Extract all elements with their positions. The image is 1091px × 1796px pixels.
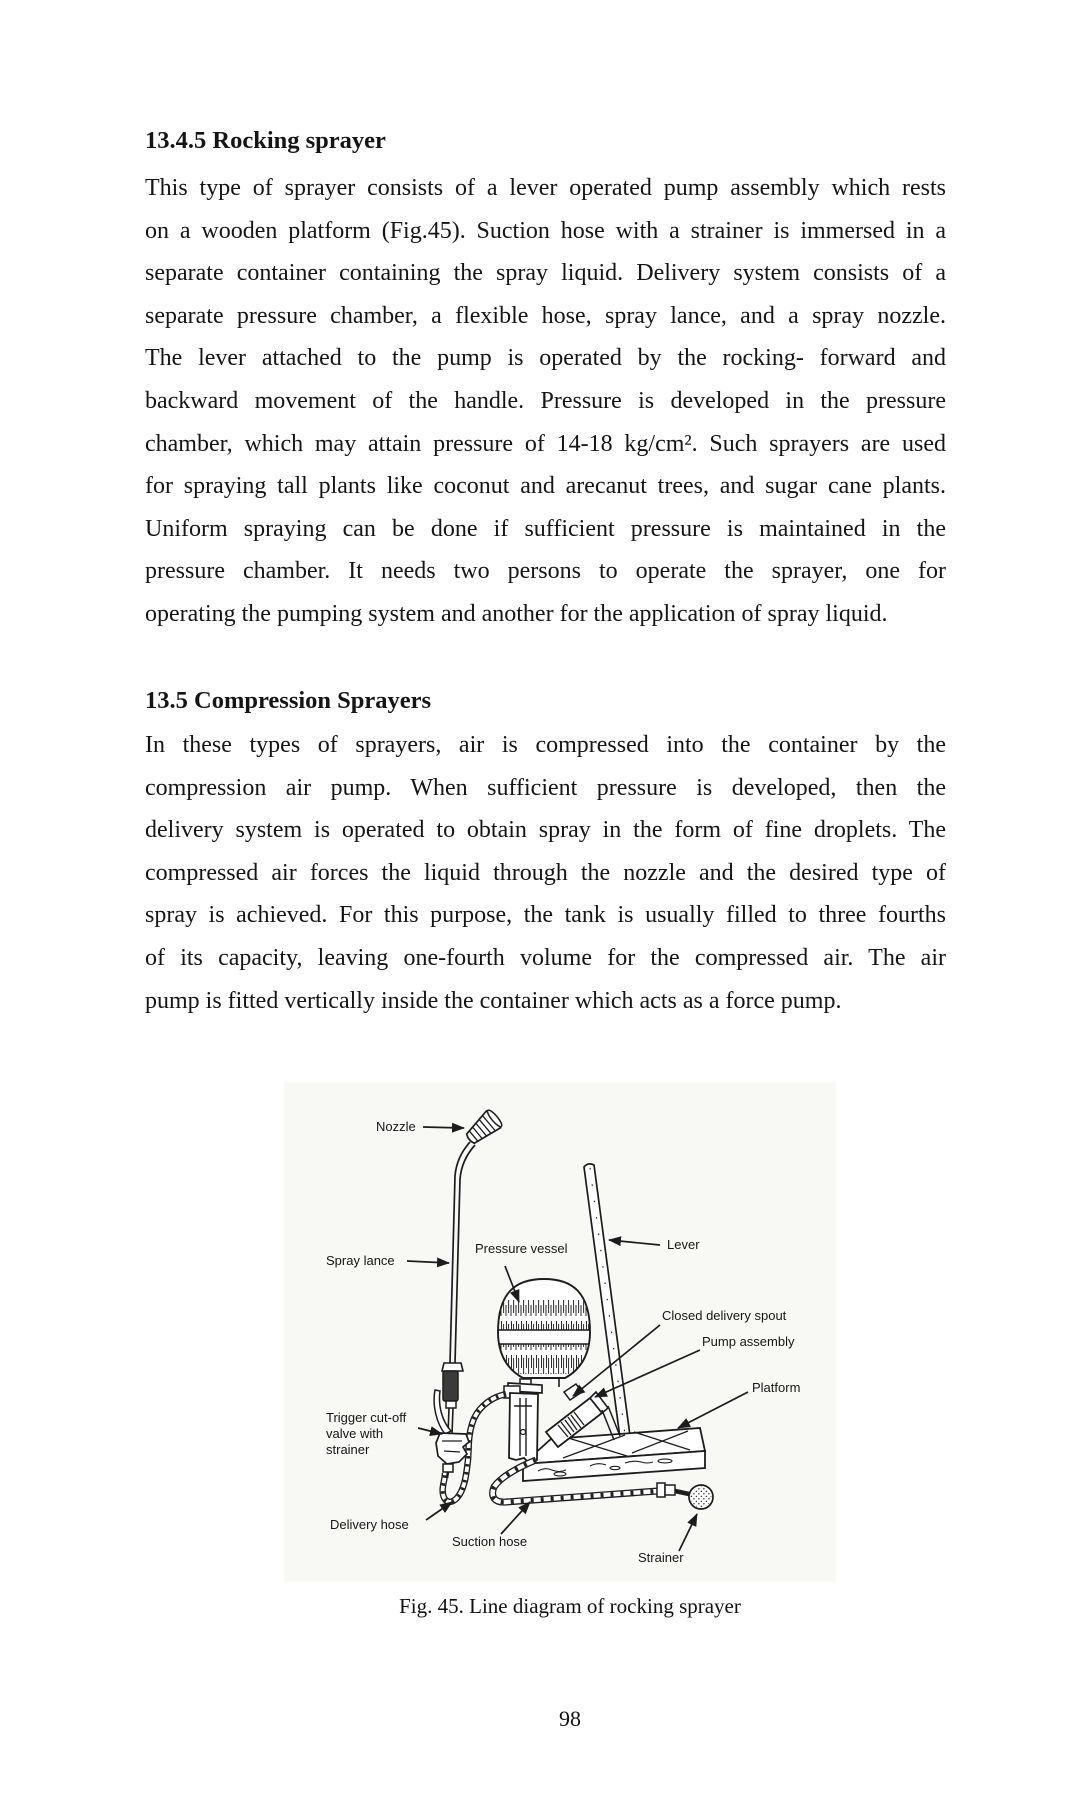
text-line: The lever attached to the pump is operated by the rocking- forward and (145, 345, 946, 372)
paragraph-compression-sprayers (145, 724, 946, 1022)
text-line: compressed air forces the liquid through the nozzle and the desired type of (145, 859, 946, 886)
section-rocking-sprayer (145, 124, 946, 158)
text-line: Uniform spraying can be done if sufficient pressure is maintained in the (145, 515, 946, 542)
strainer-drawing (689, 1485, 713, 1509)
text-line: This type of sprayer consists of a lever operated pump assembly which rests (145, 175, 946, 201)
page-number: 98 (559, 1706, 581, 1731)
section-compression-sprayers (145, 684, 946, 718)
text-line: of its capacity, leaving one-fourth volume for the compressed air. The air (145, 944, 946, 971)
figure-rocking-sprayer-diagram (280, 1080, 840, 1600)
label-platform: Platform (752, 1380, 801, 1395)
label-strainer: Strainer (638, 1550, 684, 1565)
text-line: pump is fitted vertically inside the container which acts as a force pump. (145, 987, 842, 1014)
text-line: backward movement of the handle. Pressure is developed in the pressure (145, 387, 946, 414)
section-heading: 13.4.5 Rocking sprayer (145, 127, 386, 154)
text-line: compression air pump. When sufficient pressure is developed, then the (145, 774, 946, 801)
label-trigger-valve-line2: valve with (326, 1426, 384, 1441)
line-diagram (280, 1080, 840, 1600)
text-line: pressure chamber. It needs two persons to operate the sprayer, one for (145, 558, 946, 585)
label-lever: Lever (667, 1237, 700, 1252)
paragraph-rocking-sprayer (145, 167, 946, 636)
text-line: In these types of sprayers, air is compressed into the container by the (145, 732, 946, 758)
text-line: chamber, which may attain pressure of 14-18 kg/cm². Such sprayers are used (145, 430, 946, 457)
text-line: operating the pumping system and another for the application of spray liquid. (145, 600, 888, 627)
label-trigger-valve-line3: strainer (326, 1442, 370, 1457)
label-closed-delivery-spout: Closed delivery spout (662, 1308, 787, 1323)
text-line: spray is achieved. For this purpose, the tank is usually filled to three fourths (145, 902, 946, 929)
section-heading: 13.5 Compression Sprayers (145, 687, 432, 714)
text-line: delivery system is operated to obtain spray in the form of fine droplets. The (145, 817, 946, 844)
label-suction-hose: Suction hose (452, 1534, 528, 1549)
leader-nozzle (423, 1127, 464, 1128)
label-trigger-valve-line1: Trigger cut-off (326, 1410, 407, 1425)
text-line: separate container containing the spray liquid. Delivery system consists of a (145, 260, 946, 287)
label-nozzle: Nozzle (376, 1119, 416, 1134)
label-pump-assembly: Pump assembly (702, 1334, 795, 1349)
label-spray-lance: Spray lance (326, 1253, 395, 1268)
label-pressure-vessel: Pressure vessel (475, 1241, 568, 1256)
text-line: separate pressure chamber, a flexible hose, spray lance, and a spray nozzle. (145, 302, 946, 329)
text-line: for spraying tall plants like coconut and arecanut trees, and sugar cane plants. (145, 473, 946, 500)
figure-caption: Fig. 45. Line diagram of rocking sprayer (399, 1594, 741, 1618)
label-delivery-hose: Delivery hose (330, 1517, 409, 1532)
text-line: on a wooden platform (Fig.45). Suction hose with a strainer is immersed in a (145, 217, 946, 244)
